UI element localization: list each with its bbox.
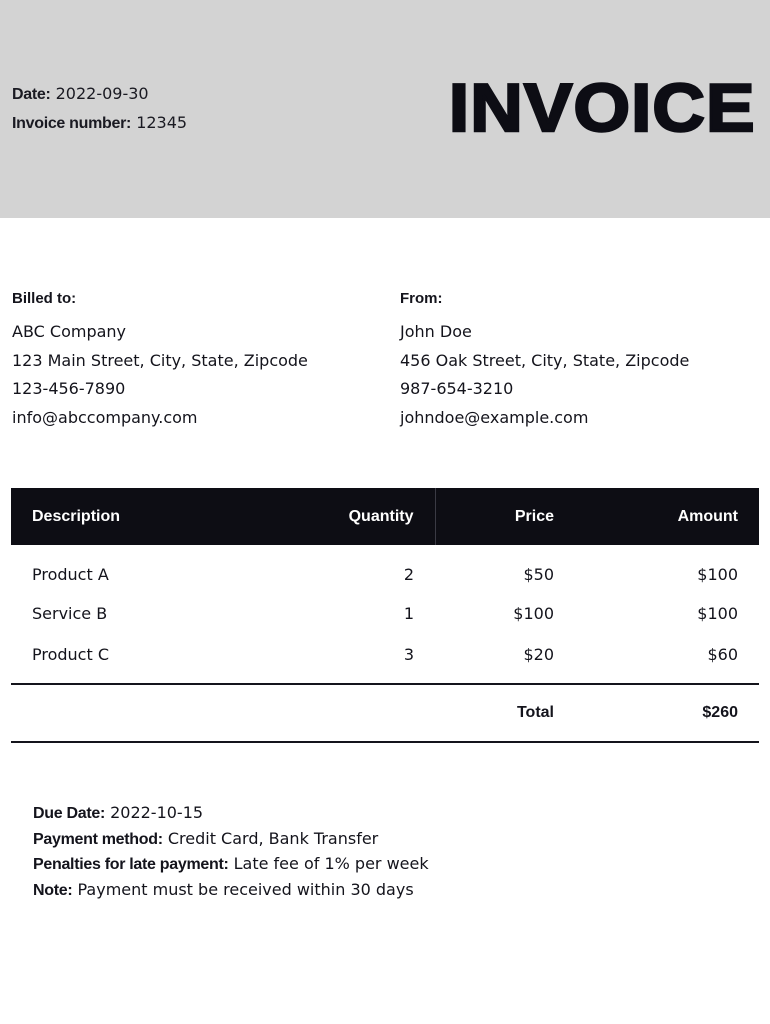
billed-to-address: 123 Main Street, City, State, Zipcode [12, 350, 308, 370]
date-value: 2022-09-30 [55, 84, 149, 103]
invoice-header [0, 0, 770, 218]
payment-method-value: Credit Card, Bank Transfer [167, 828, 379, 848]
billed-to-email: info@abccompany.com [12, 407, 198, 427]
payment-method [33, 827, 429, 853]
line-items-table [11, 488, 759, 743]
column-header-description: Description [32, 507, 121, 525]
from-email: johndoe@example.com [400, 407, 589, 427]
invoice-number-label: Invoice number: [12, 115, 132, 132]
billed-to-heading: Billed to: [12, 290, 77, 307]
invoice-date [12, 84, 149, 105]
total-row [11, 684, 759, 742]
billed-to-phone: 123-456-7890 [12, 379, 126, 398]
item-amount: $100 [697, 564, 738, 584]
payment-method-label: Payment method: [33, 830, 163, 848]
item-amount: $100 [697, 603, 738, 623]
from-heading: From: [400, 290, 443, 307]
total-value: $260 [575, 684, 759, 742]
billed-to-block [12, 288, 372, 432]
item-price: $100 [513, 603, 554, 623]
due-date-value: 2022-10-15 [110, 803, 204, 822]
due-date-label: Due Date: [33, 805, 105, 822]
item-price: $20 [523, 644, 554, 664]
item-quantity: 3 [403, 644, 414, 664]
table-row [11, 593, 759, 633]
item-quantity: 1 [403, 603, 414, 623]
payment-note-label: Note: [33, 881, 73, 899]
item-amount: $60 [707, 644, 738, 664]
total-label: Total [435, 684, 575, 742]
late-penalties-label: Penalties for late payment: [33, 856, 229, 873]
payment-note [33, 878, 429, 904]
date-label: Date: [12, 86, 51, 103]
payment-note-value: Payment must be received within 30 days [77, 879, 414, 899]
due-date [33, 801, 429, 827]
column-header-amount: Amount [677, 507, 738, 525]
table-header-row [11, 488, 759, 545]
total-spacer [301, 684, 435, 742]
item-price: $50 [523, 564, 554, 584]
item-description: Product C [32, 644, 110, 664]
from-phone: 987-654-3210 [400, 379, 514, 398]
item-quantity: 2 [403, 564, 414, 584]
late-penalties [33, 852, 429, 878]
table-row [11, 633, 759, 684]
item-description: Service B [32, 603, 108, 623]
total-spacer [11, 684, 301, 742]
invoice-number-value: 12345 [136, 113, 188, 132]
invoice-title: INVOICE [449, 70, 756, 146]
late-penalties-value: Late fee of 1% per week [233, 854, 429, 873]
from-block [400, 288, 760, 432]
billed-to-name: ABC Company [12, 322, 127, 341]
invoice-number [12, 113, 187, 134]
column-header-price: Price [435, 488, 575, 545]
column-header-quantity: Quantity [348, 507, 414, 525]
item-description: Product A [32, 564, 109, 584]
payment-terms [33, 801, 429, 903]
table-row [11, 545, 759, 593]
from-address: 456 Oak Street, City, State, Zipcode [400, 350, 690, 370]
from-name: John Doe [400, 322, 472, 341]
